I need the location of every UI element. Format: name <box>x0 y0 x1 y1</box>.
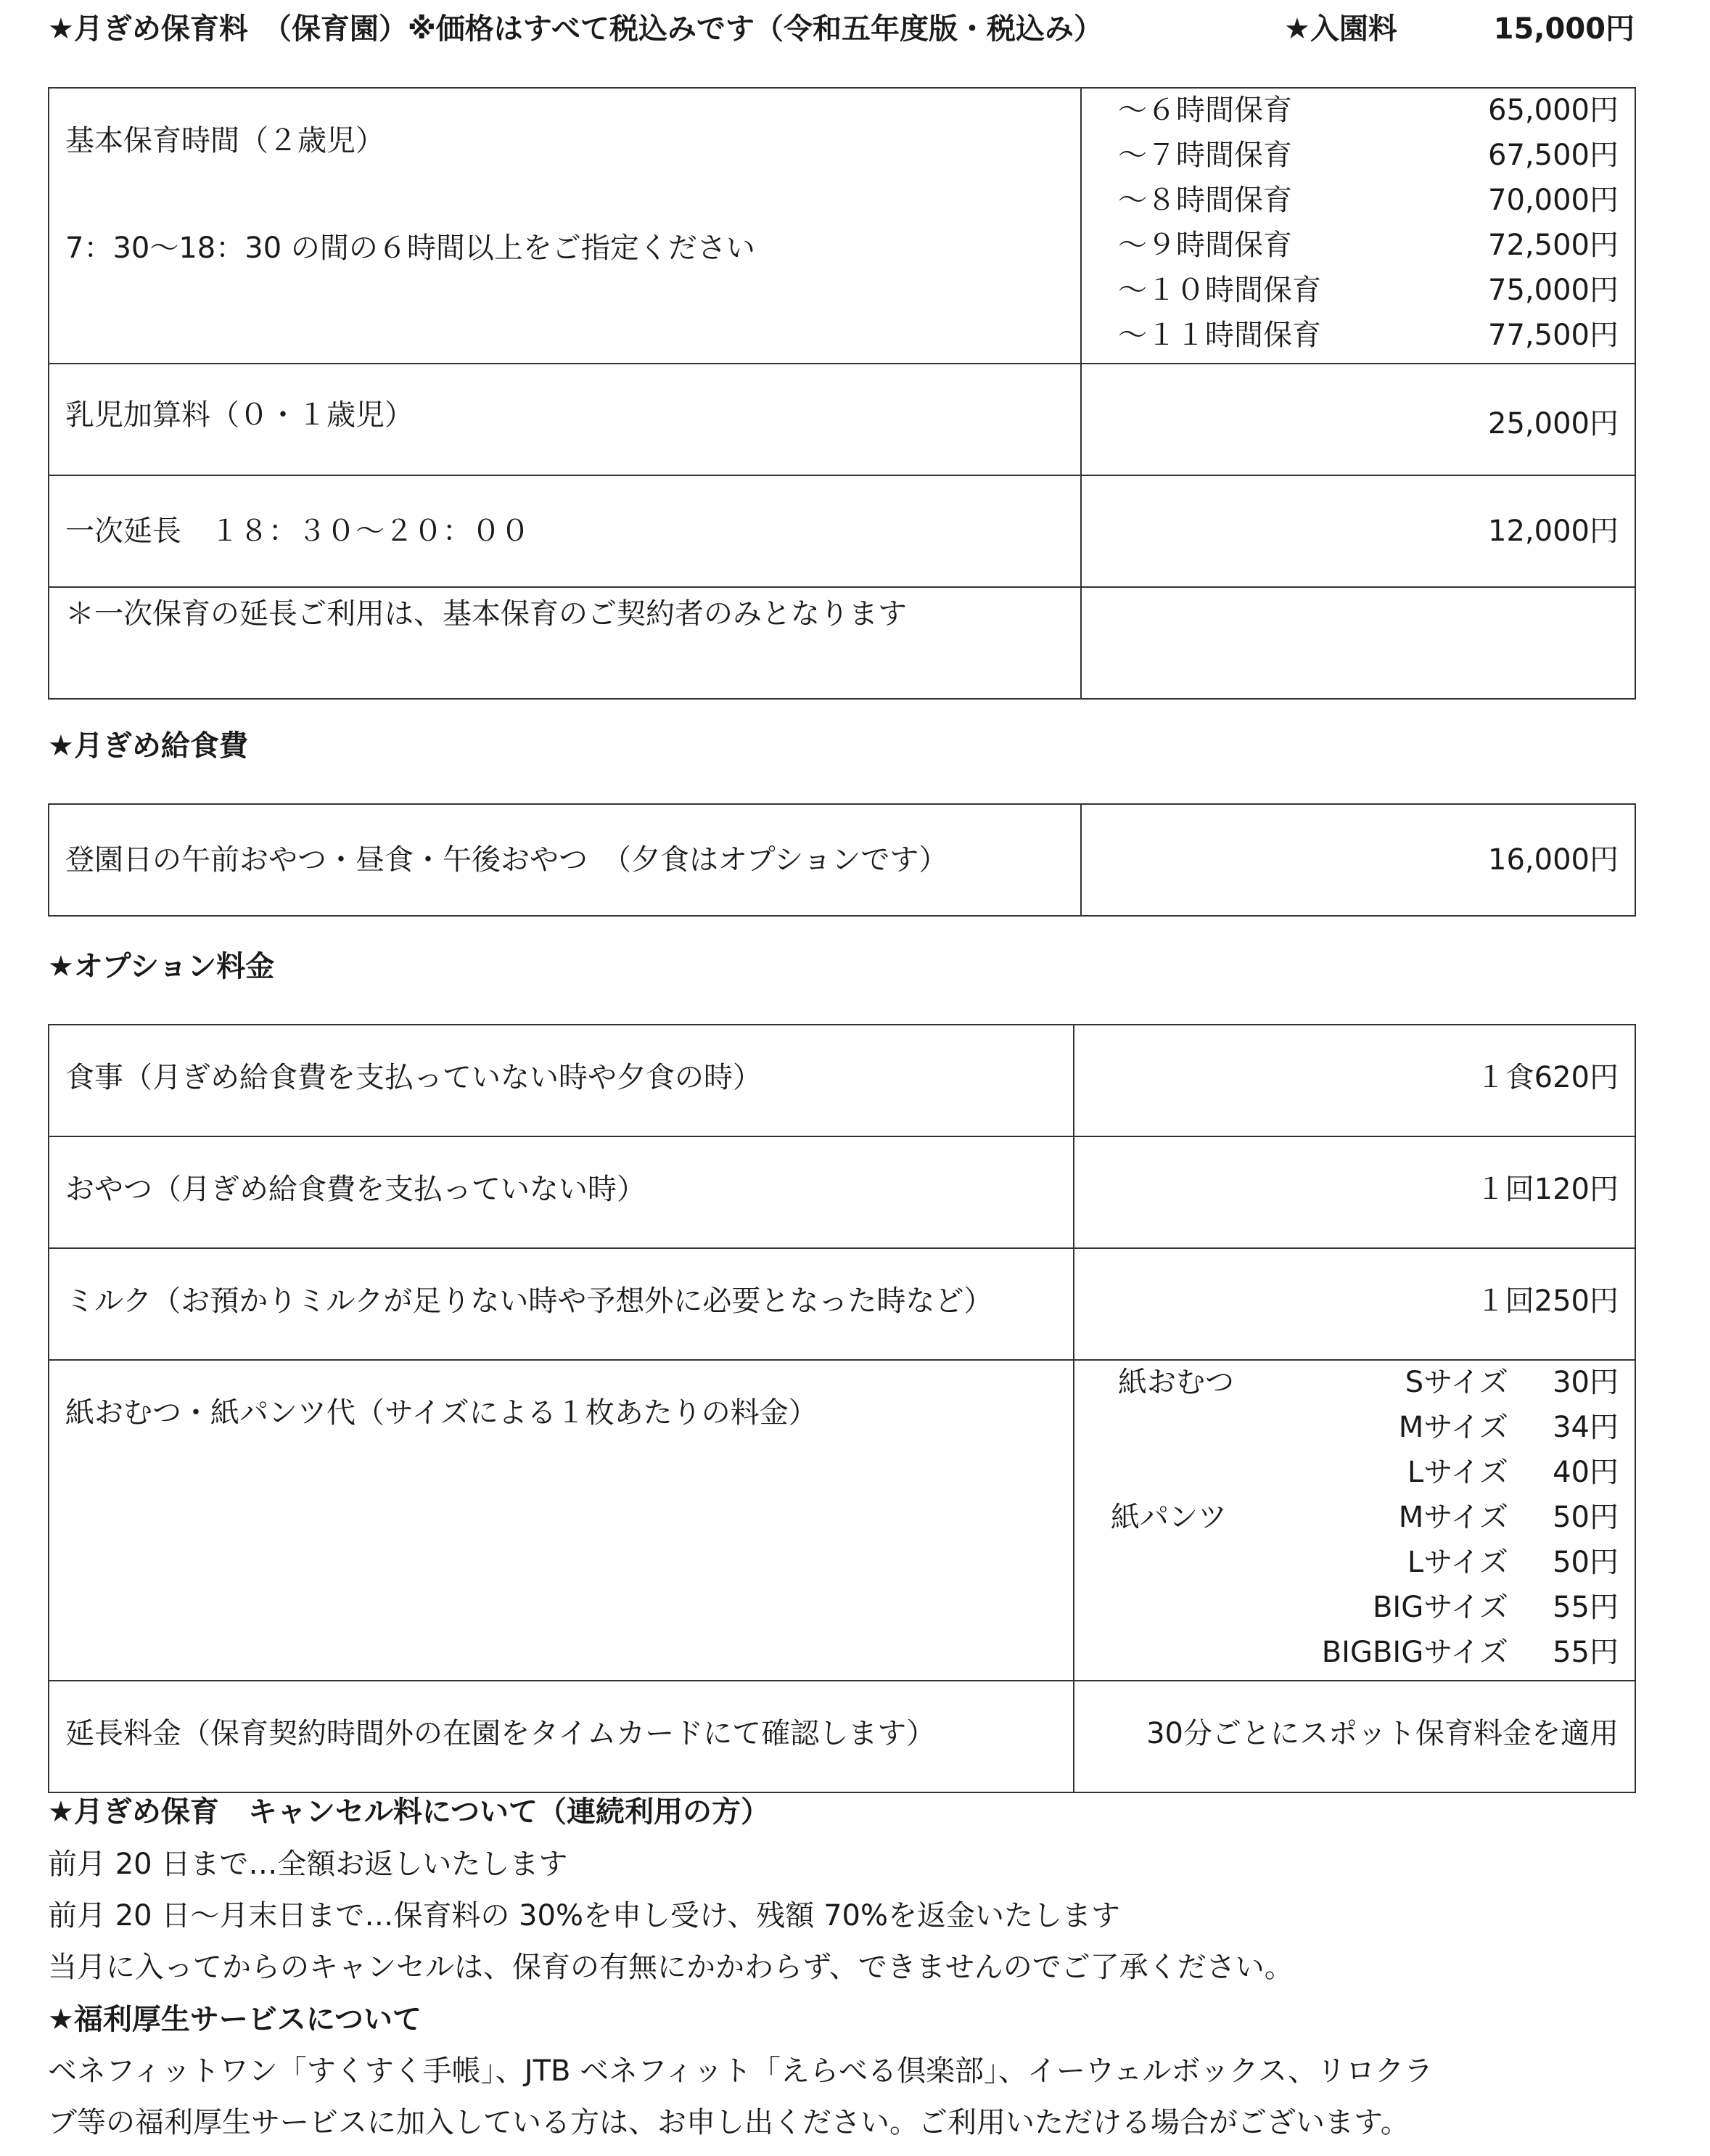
entry-fee-value: 15,000円 <box>1493 12 1635 46</box>
overtime-row <box>49 1681 1635 1792</box>
overtime-value: 30分ごとにスポット保育料金を適用 <box>1146 1717 1619 1750</box>
page-title: ★月ぎめ保育料 （保育園）※価格はすべて税込みです（令和五年度版・税込み） <box>48 12 1103 46</box>
option-row <box>49 1136 1635 1248</box>
care-plan-item: ～１１時間保育 77,500円 <box>1118 319 1619 352</box>
diaper-row <box>49 1360 1635 1681</box>
monthly-fee-table <box>48 87 1636 700</box>
option-label: 食事（月ぎめ給食費を支払っていない時や夕食の時） <box>65 1061 762 1094</box>
infant-surcharge-price: 25,000円 <box>1488 407 1619 440</box>
cancel-line: 当月に入ってからのキャンセルは、保育の有無にかかわらず、できませんのでご了承ください。 <box>48 1951 1294 1984</box>
options-heading: ★オプション料金 <box>48 950 275 983</box>
infant-surcharge-row <box>49 364 1635 475</box>
entry-fee-label: ★入園料 <box>1284 12 1397 46</box>
option-label: おやつ（月ぎめ給食費を支払っていない時） <box>65 1173 646 1206</box>
option-row <box>49 1025 1635 1136</box>
overtime-label: 延長料金（保育契約時間外の在園をタイムカードにて確認します） <box>65 1717 936 1750</box>
extension-note: ＊一次保育の延長ご利用は、基本保育のご契約者のみとなります <box>65 597 907 631</box>
welfare-heading: ★福利厚生サービスについて <box>48 2003 422 2036</box>
care-plan-item: ～９時間保育 72,500円 <box>1118 229 1619 262</box>
diaper-label: 紙おむつ・紙パンツ代（サイズによる１枚あたりの料金） <box>65 1396 818 1430</box>
infant-surcharge-label: 乳児加算料（０・１歳児） <box>65 398 414 432</box>
diaper-price-item: Lサイズ 50円 <box>1407 1546 1619 1579</box>
meal-fee-table <box>48 803 1636 917</box>
welfare-line: ベネフィットワン「すくすく手帳」、JTB ベネフィット「えらべる倶楽部」、イーウェルボックス、リロクラ <box>48 2054 1434 2088</box>
extension-note-row <box>49 587 1635 699</box>
option-price: １食620円 <box>1476 1061 1619 1094</box>
diaper-price-item: BIGサイズ 55円 <box>1372 1591 1619 1624</box>
care-plan-item: ～７時間保育 67,500円 <box>1118 139 1619 172</box>
diaper-price-item: Lサイズ 40円 <box>1407 1456 1619 1489</box>
basic-care-row <box>49 88 1635 364</box>
cancel-line: 前月 20 日～月末日まで…保育料の 30%を申し受け、残額 70%を返金いたします <box>48 1899 1120 1932</box>
basic-care-hours-note: 7：30～18：30 の間の６時間以上をご指定ください <box>65 231 755 265</box>
options-fee-table <box>48 1024 1636 1793</box>
extension-row <box>49 475 1635 587</box>
meal-heading: ★月ぎめ給食費 <box>48 729 248 763</box>
diaper-price-item: 紙パンツ Mサイズ 50円 <box>1111 1501 1619 1534</box>
care-plan-list <box>1082 89 1635 363</box>
diaper-price-item: 紙おむつ Sサイズ 30円 <box>1118 1366 1619 1399</box>
diaper-price-item: Mサイズ 34円 <box>1398 1411 1619 1444</box>
option-label: ミルク（お預かりミルクが足りない時や予想外に必要となった時など） <box>65 1284 993 1318</box>
cancel-heading: ★月ぎめ保育 キャンセル料について（連続利用の方） <box>48 1795 770 1829</box>
care-plan-item: ～８時間保育 70,000円 <box>1118 184 1619 217</box>
diaper-price-list <box>1074 1361 1635 1680</box>
option-price: １回250円 <box>1476 1284 1619 1318</box>
care-plan-item: ～１０時間保育 75,000円 <box>1118 274 1619 307</box>
extension-price: 12,000円 <box>1488 515 1619 548</box>
diaper-price-item: BIGBIGサイズ 55円 <box>1321 1636 1619 1669</box>
option-row <box>49 1248 1635 1360</box>
option-price: １回120円 <box>1476 1173 1619 1206</box>
welfare-line: ブ等の福利厚生サービスに加入している方は、お申し出ください。ご利用いただける場合がございます。 <box>48 2106 1410 2139</box>
meal-fee-label: 登園日の午前おやつ・昼食・午後おやつ （夕食はオプションです） <box>65 843 948 877</box>
care-plan-item: ～６時間保育 65,000円 <box>1118 94 1619 127</box>
meal-fee-price: 16,000円 <box>1488 843 1619 877</box>
extension-label: 一次延長 １８：３０～２０：００ <box>65 515 530 548</box>
basic-care-label: 基本保育時間（２歳児） <box>65 124 385 157</box>
meal-fee-row <box>49 804 1635 916</box>
cancel-line: 前月 20 日まで…全額お返しいたします <box>48 1848 568 1881</box>
